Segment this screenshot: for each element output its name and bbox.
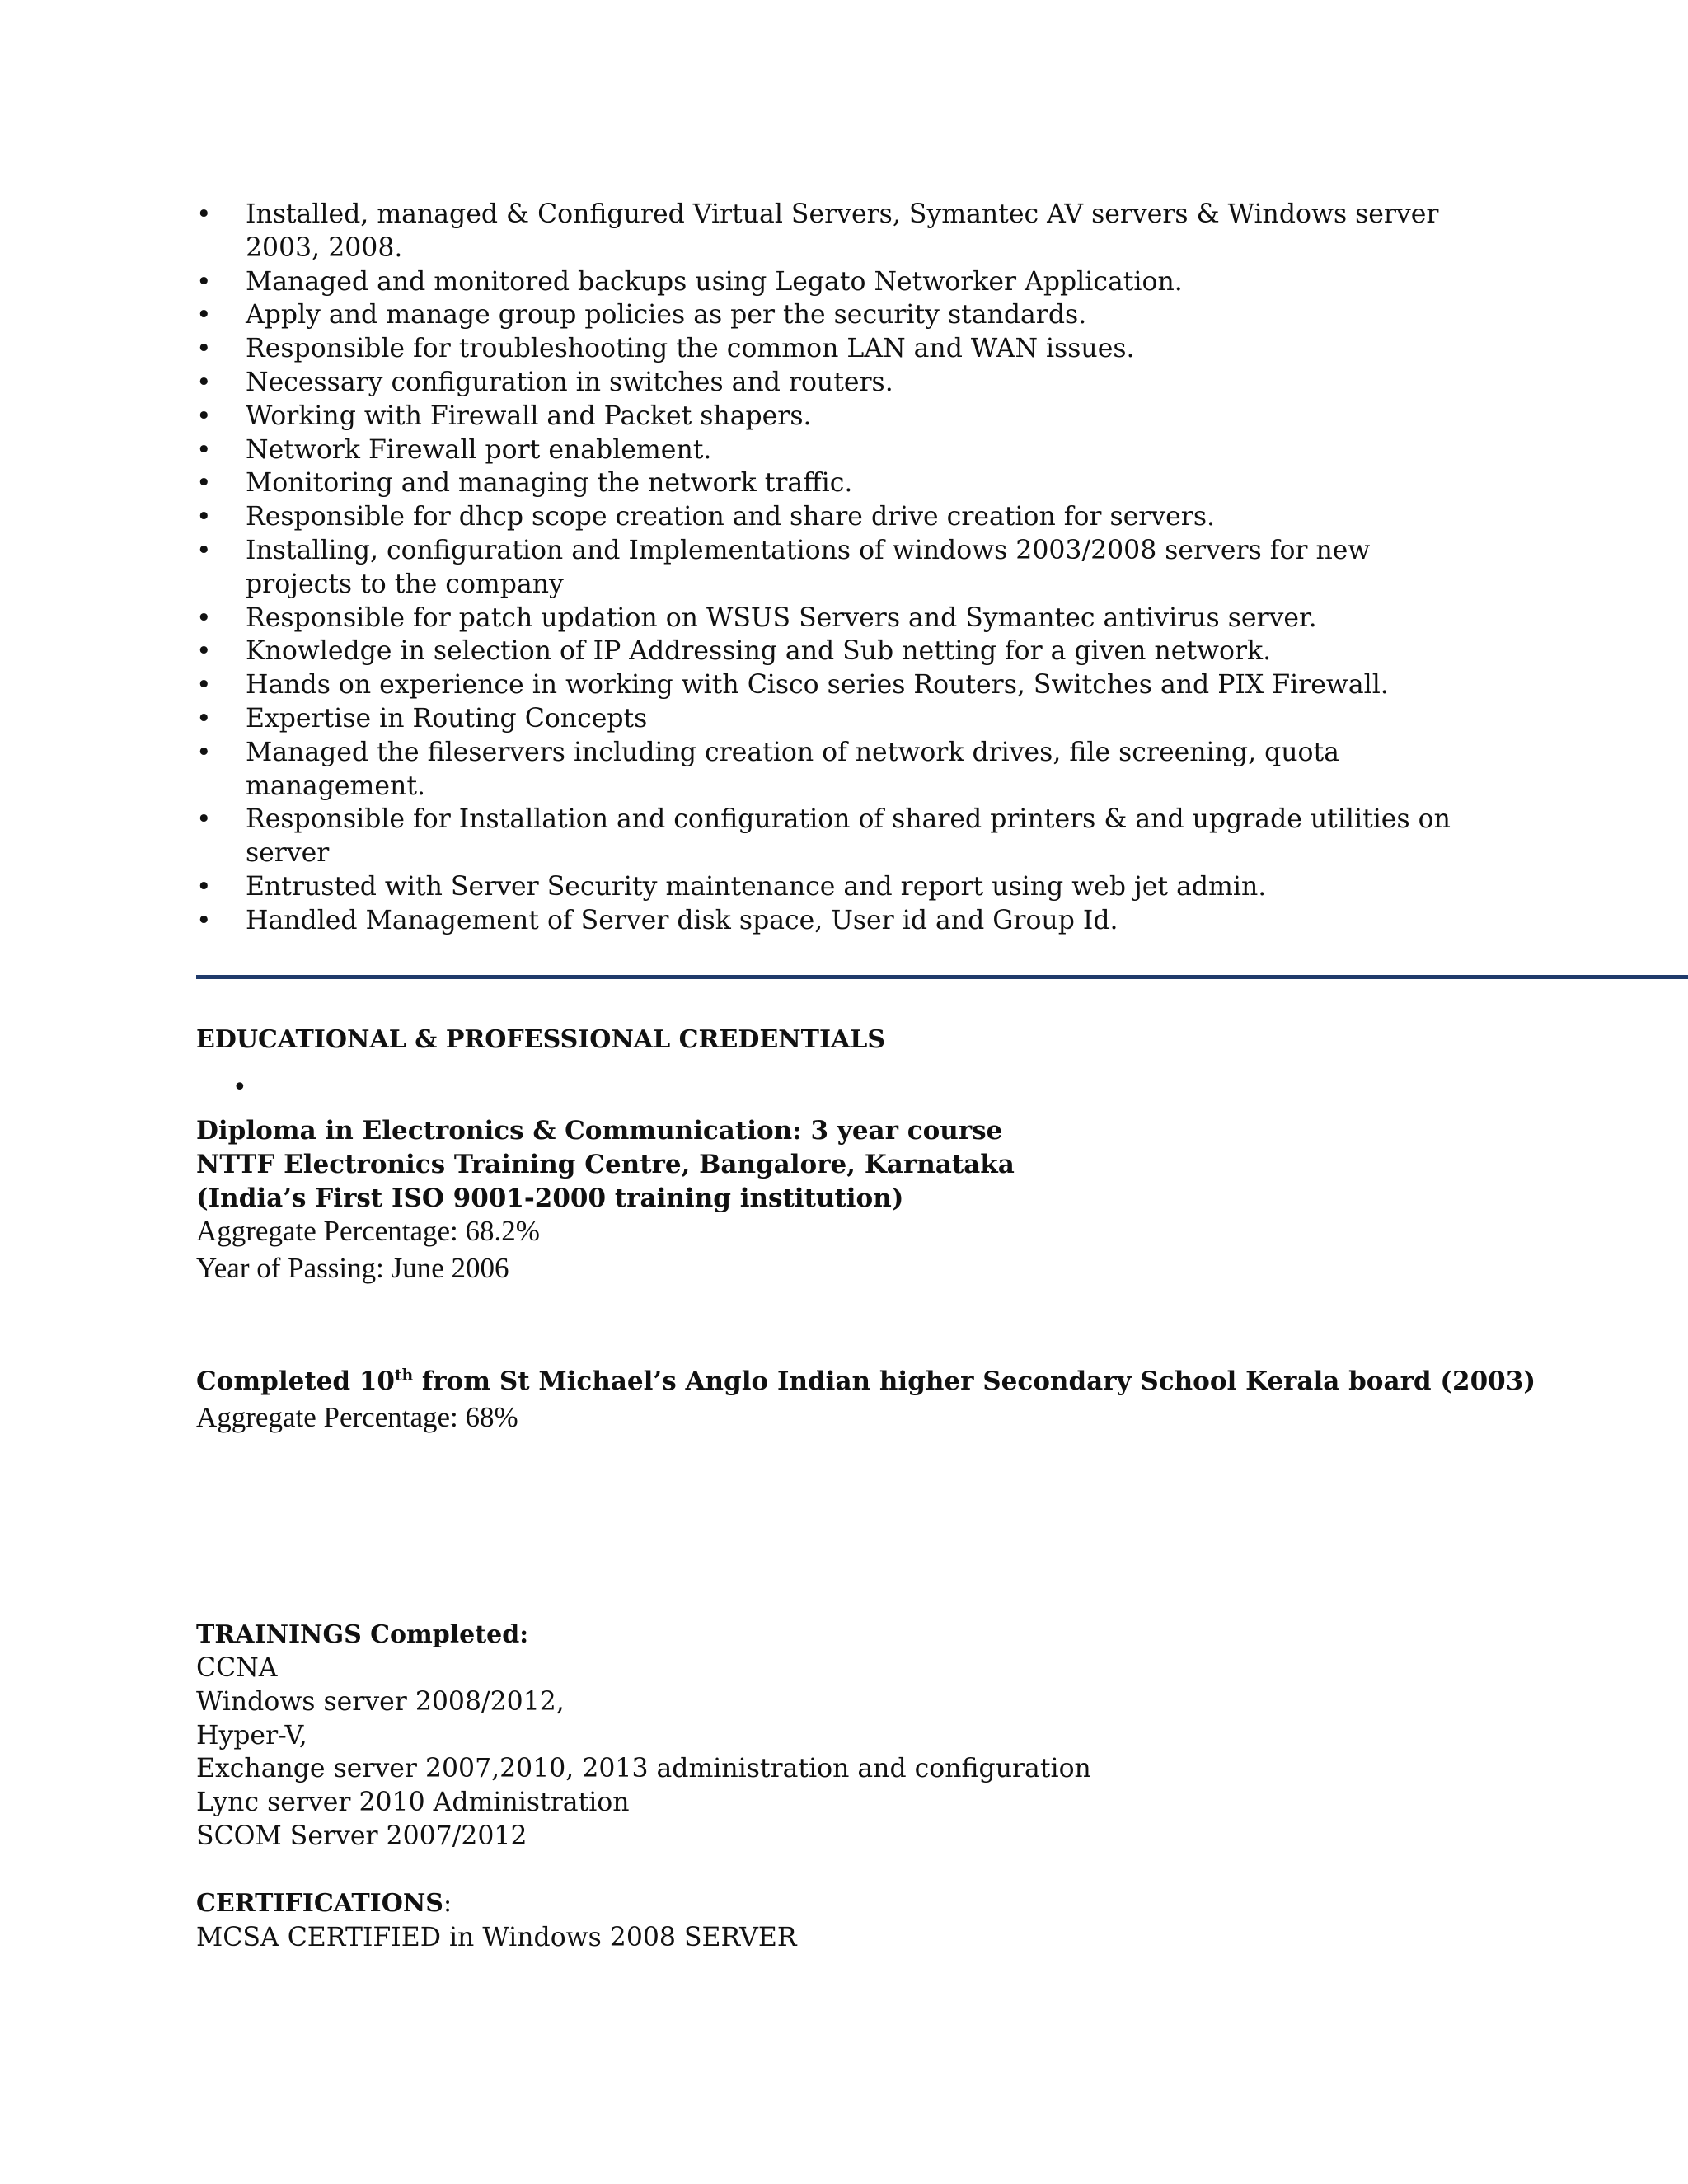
bullet-icon: • — [232, 1073, 247, 1102]
certifications-list — [196, 1921, 797, 1955]
list-item: • Apply and manage group policies as per the security standards. — [196, 298, 1482, 332]
diploma-aggregate: Aggregate Percentage: 68.2% — [196, 1215, 540, 1247]
list-item: CCNA — [196, 1653, 278, 1683]
bullet-icon: • — [196, 670, 212, 701]
list-item: • Handled Management of Server disk space, User id and Group Id. — [196, 904, 1482, 938]
list-item: • Necessary configuration in switches and routers. — [196, 366, 1482, 400]
bullet-icon: • — [196, 300, 212, 330]
bullet-icon: • — [196, 434, 212, 465]
list-item: • Working with Firewall and Packet shapers. — [196, 400, 1482, 434]
list-item: • Managed and monitored backups using Legato Networker Application. — [196, 265, 1482, 299]
bullet-icon: • — [196, 905, 212, 935]
certifications-heading: CERTIFICATIONS: — [196, 1889, 452, 1918]
diploma-title: Diploma in Electronics & Communication: 3 year course — [196, 1116, 1003, 1146]
list-item: • Managed the fileservers including creation of network drives, file screening, quota management. — [196, 737, 1339, 801]
list-item: • Entrusted with Server Security maintenance and report using web jet admin. — [196, 870, 1482, 904]
list-item: • Network Firewall port enablement. — [196, 434, 1482, 467]
bullet-icon: • — [196, 199, 212, 229]
section-divider — [196, 975, 1688, 979]
bullet-icon: • — [196, 703, 212, 733]
list-item: • Installed, managed & Configured Virtual Servers, Symantec AV servers & Windows server 2003, 2008. — [196, 199, 1439, 263]
bullet-icon: • — [196, 401, 212, 431]
responsibilities-list — [196, 198, 1482, 938]
list-item: • Responsible for troubleshooting the common LAN and WAN issues. — [196, 332, 1482, 366]
bullet-icon: • — [196, 804, 212, 835]
bullet-icon: • — [196, 871, 212, 902]
list-item: Exchange server 2007,2010, 2013 administration and configuration — [196, 1754, 1091, 1784]
list-item: • Monitoring and managing the network traffic. — [196, 466, 1482, 500]
list-item: MCSA CERTIFIED in Windows 2008 SERVER — [196, 1923, 797, 1952]
list-item: • Installing, configuration and Implementations of windows 2003/2008 servers for new projects to the company — [196, 535, 1371, 599]
bullet-icon: • — [196, 266, 212, 297]
diploma-institute: NTTF Electronics Training Centre, Bangalore, Karnataka — [196, 1150, 1015, 1179]
list-item: • Expertise in Routing Concepts — [196, 702, 1482, 736]
list-item: SCOM Server 2007/2012 — [196, 1821, 528, 1851]
bullet-icon: • — [196, 535, 212, 565]
education-heading: EDUCATIONAL & PROFESSIONAL CREDENTIALS — [196, 1025, 886, 1054]
diploma-note: (India’s First ISO 9001-2000 training institution) — [196, 1183, 904, 1213]
list-item: • Hands on experience in working with Cisco series Routers, Switches and PIX Firewall. — [196, 668, 1482, 702]
bullet-icon: • — [196, 367, 212, 397]
bullet-icon: • — [196, 502, 212, 532]
list-item: • Responsible for Installation and configuration of shared printers & and upgrade utilities on server — [196, 804, 1451, 869]
diploma-year: Year of Passing: June 2006 — [196, 1252, 509, 1284]
list-item: • Responsible for patch updation on WSUS Servers and Symantec antivirus server. — [196, 602, 1482, 635]
list-item: • Knowledge in selection of IP Addressing and Sub netting for a given network. — [196, 635, 1482, 668]
bullet-icon: • — [196, 636, 212, 667]
list-item: Lync server 2010 Administration — [196, 1788, 630, 1818]
list-item: Hyper-V, — [196, 1720, 307, 1750]
bullet-icon: • — [196, 334, 212, 364]
list-item: Windows server 2008/2012, — [196, 1686, 565, 1717]
trainings-heading: TRAININGS Completed: — [196, 1620, 529, 1649]
school-line: Completed 10th from St Michael’s Anglo Indian higher Secondary School Kerala board (2003) — [196, 1366, 1536, 1396]
bullet-icon: • — [196, 602, 212, 633]
trainings-list — [196, 1652, 1091, 1854]
list-item: • Responsible for dhcp scope creation and share drive creation for servers. — [196, 500, 1482, 534]
bullet-icon: • — [196, 468, 212, 499]
school-aggregate: Aggregate Percentage: 68% — [196, 1401, 518, 1433]
bullet-icon: • — [196, 737, 212, 767]
